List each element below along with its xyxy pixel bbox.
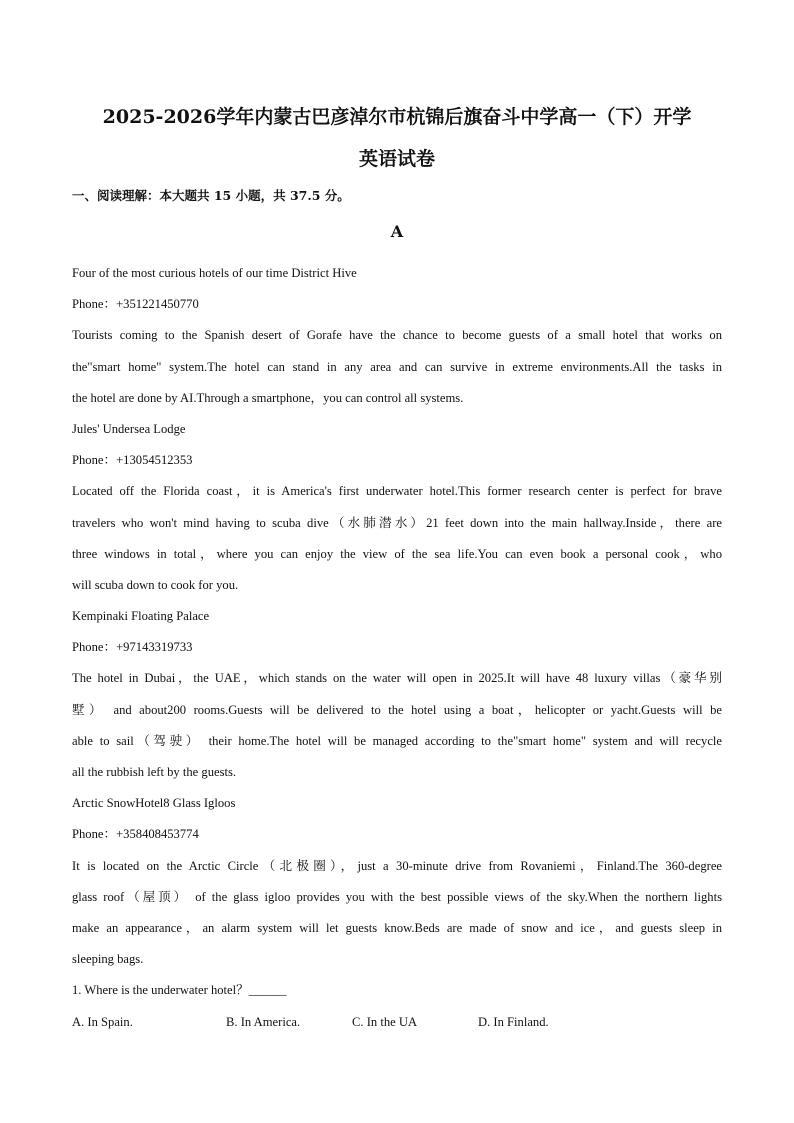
hotel-description-line: sleeping bags. bbox=[72, 952, 144, 967]
exam-title-line2: 英语试卷 bbox=[358, 148, 435, 170]
hotel-description-line: the hotel are done by AI.Through a smartphone，you can control all systems. bbox=[72, 390, 464, 405]
hotel-name: Kempinaki Floating Palace bbox=[72, 609, 210, 624]
hotel-phone: Phone：+97143319733 bbox=[72, 640, 193, 655]
hotel-name: Jules' Undersea Lodge bbox=[72, 421, 186, 436]
hotel-description-line: all the rubbish left by the guests. bbox=[72, 765, 237, 779]
option-c[interactable]: C. In the UA bbox=[352, 1014, 418, 1029]
hotel-description-line: Located off the Florida coast，it is America's first underwater hotel.This former research center is perfect for brave bbox=[72, 484, 722, 499]
hotel-description-line: will scuba down to cook for you. bbox=[72, 577, 239, 592]
hotel-description-line: The hotel in Dubai，the UAE，which stands on the water will open in 2025.It will have 48 luxury villas（豪华别 bbox=[72, 671, 722, 686]
option-d[interactable]: D. In Finland. bbox=[478, 1014, 549, 1029]
hotel-phone: Phone：+351221450770 bbox=[72, 297, 199, 312]
passage-letter: A bbox=[390, 222, 404, 241]
hotel-name: Arctic SnowHotel8 Glass Igloos bbox=[72, 796, 236, 811]
section-heading: 一、阅读理解：本大题共 15 小题，共 37.5 分。 bbox=[72, 188, 350, 203]
exam-title-line1: 2025-2026学年内蒙古巴彦淖尔市杭锦后旗奋斗中学高一（下）开学 bbox=[102, 106, 692, 128]
question-options bbox=[72, 1007, 722, 1038]
hotel-phone: Phone：+13054512353 bbox=[72, 453, 193, 468]
hotel-description-line: 墅） and about200 rooms.Guests will be delivered to the hotel using a boat，helicopter or yacht.Guests will be bbox=[72, 702, 722, 717]
passage-intro: Four of the most curious hotels of our time District Hive bbox=[72, 266, 357, 280]
hotel-phone: Phone：+358408453774 bbox=[72, 827, 199, 842]
hotel-description-line: able to sail（驾驶） their home.The hotel will be managed according to the"smart home" system and will recycle bbox=[72, 733, 722, 748]
passage-body bbox=[72, 258, 722, 1038]
hotel-description-line: make an appearance，an alarm system will let guests know.Beds are made of snow and ice，and guests sleep in bbox=[72, 920, 722, 935]
hotel-description-line: Tourists coming to the Spanish desert of Gorafe have the chance to become guests of a small hotel that works on bbox=[72, 328, 722, 343]
hotel-description-line: the"smart home" system.The hotel can stand in any area and can survive in extreme environments.All the tasks in bbox=[72, 359, 722, 374]
hotel-description-line: glass roof（屋顶） of the glass igloo provides you with the best possible views of the sky.When the northern lights bbox=[72, 889, 722, 904]
question-stem: 1. Where is the underwater hotel？______ bbox=[72, 983, 287, 998]
hotel-description-line: It is located on the Arctic Circle（北极圈），just a 30-minute drive from Rovaniemi，Finland.The 360-degree bbox=[72, 858, 722, 873]
hotel-description-line: three windows in total，where you can enjoy the view of the sea life.You can even book a personal cook，who bbox=[72, 546, 722, 561]
option-b[interactable]: B. In America. bbox=[226, 1014, 301, 1029]
hotel-description-line: travelers who won't mind having to scuba dive（水肺潜水）21 feet down into the main hallway.Inside，there are bbox=[72, 515, 722, 530]
option-a[interactable]: A. In Spain. bbox=[72, 1014, 133, 1029]
